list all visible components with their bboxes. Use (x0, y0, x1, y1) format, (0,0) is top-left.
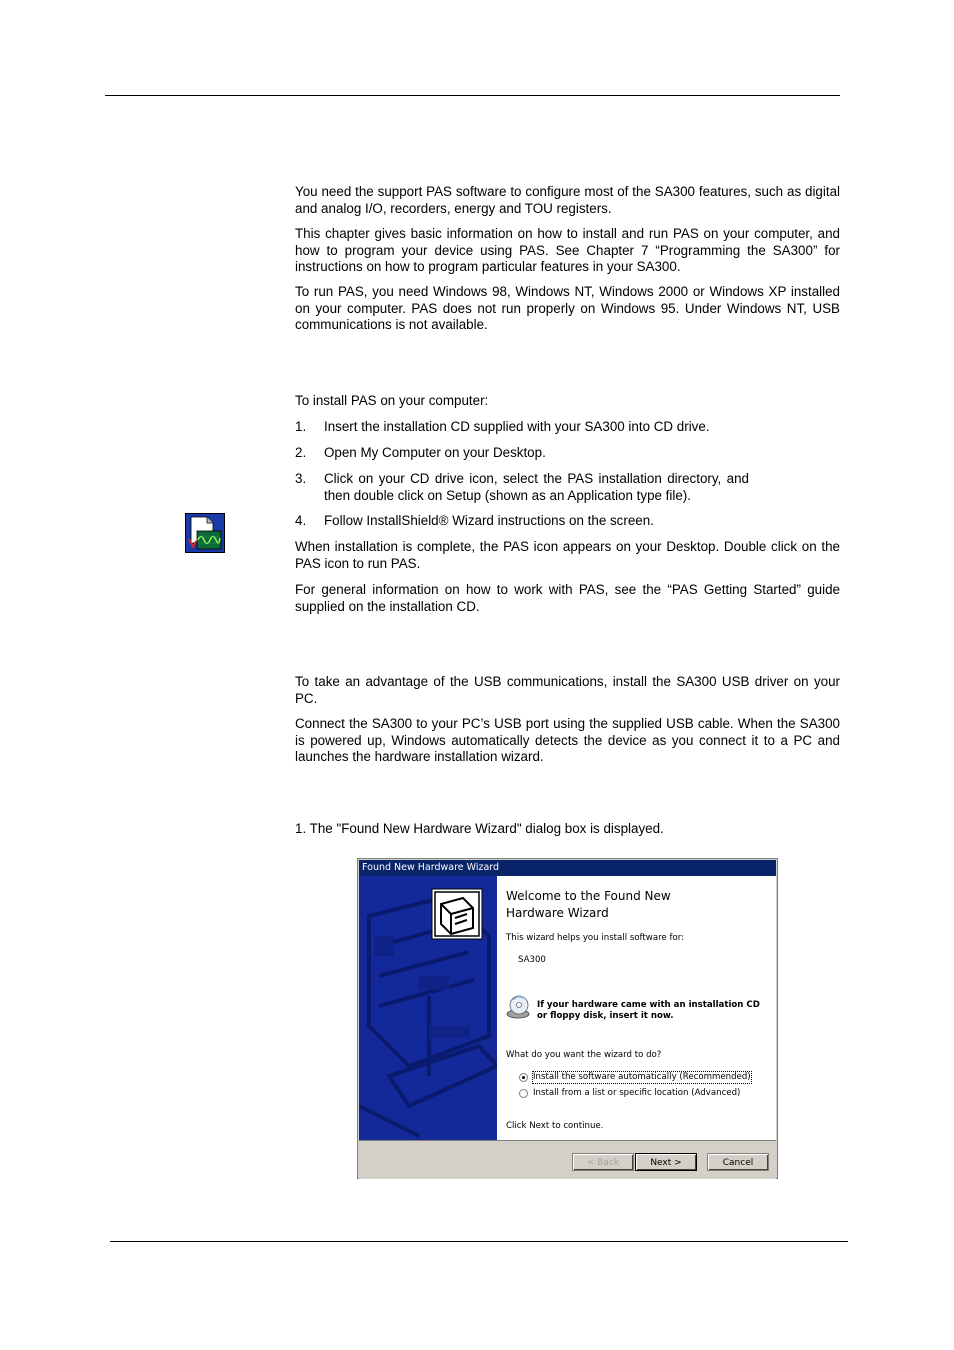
header-rule (105, 95, 840, 96)
install-lead: To install PAS on your computer: (295, 393, 489, 408)
continue-text: Click Next to continue. (506, 1121, 604, 1131)
dialog-title-bar: Found New Hardware Wizard (359, 860, 776, 876)
cd-icon (506, 994, 532, 1020)
cancel-button[interactable]: Cancel (707, 1153, 769, 1171)
radio-install-automatically[interactable] (519, 1073, 528, 1082)
wizard-content (497, 876, 776, 1140)
wizard-banner (359, 876, 497, 1140)
back-button[interactable]: < Back (572, 1153, 634, 1171)
cd-note: If your hardware came with an installation CD or floppy disk, insert it now. (537, 1000, 760, 1021)
usb-step-1: 1. The "Found New Hardware Wizard" dialog box is displayed. (295, 821, 664, 836)
install-complete-paragraph: When installation is complete, the PAS icon appears on your Desktop. Double click on the PAS icon to run PAS. (295, 539, 840, 571)
wizard-question: What do you want the wizard to do? (506, 1050, 662, 1060)
option-install-from-list-label[interactable]: Install from a list or specific location (Advanced) (533, 1088, 741, 1098)
footer-rule (110, 1241, 848, 1242)
intro-paragraph-3: To run PAS, you need Windows 98, Windows NT, Windows 2000 or Windows XP installed on your computer. PAS does not run properly on Windows 95. Under Windows NT, USB communications is not available. (295, 284, 840, 333)
usb-paragraph-1: To take an advantage of the USB communications, install the SA300 USB driver on your PC. (295, 674, 840, 706)
device-name: SA300 (518, 955, 546, 965)
next-button[interactable]: Next > (635, 1153, 697, 1171)
wizard-helps-text: This wizard helps you install software for: (506, 933, 685, 943)
dialog-button-bar (359, 1140, 776, 1179)
usb-paragraph-2: Connect the SA300 to your PC’s USB port using the supplied USB cable. When the SA300 is powered up, Windows automatically detects the device as you connect it to a PC and launches the hardware installation wizard. (295, 716, 840, 765)
wizard-heading: Welcome to the Found New Hardware Wizard (506, 889, 671, 920)
getting-started-paragraph: For general information on how to work with PAS, see the “PAS Getting Started” guide supplied on the installation CD. (295, 582, 840, 614)
radio-install-from-list[interactable] (519, 1089, 528, 1098)
found-new-hardware-dialog (357, 858, 778, 1179)
intro-paragraph-2: This chapter gives basic information on how to install and run PAS on your computer, and how to program your device using PAS. See Chapter 7 “Programming the SA300” for instructions on how to program particular features in your SA300. (295, 226, 840, 275)
intro-paragraph-1: You need the support PAS software to configure most of the SA300 features, such as digital and analog I/O, recorders, energy and TOU registers. (295, 184, 840, 216)
option-install-automatically-label[interactable]: Install the software automatically (Recommended) (533, 1072, 751, 1082)
pas-application-icon (185, 513, 225, 553)
